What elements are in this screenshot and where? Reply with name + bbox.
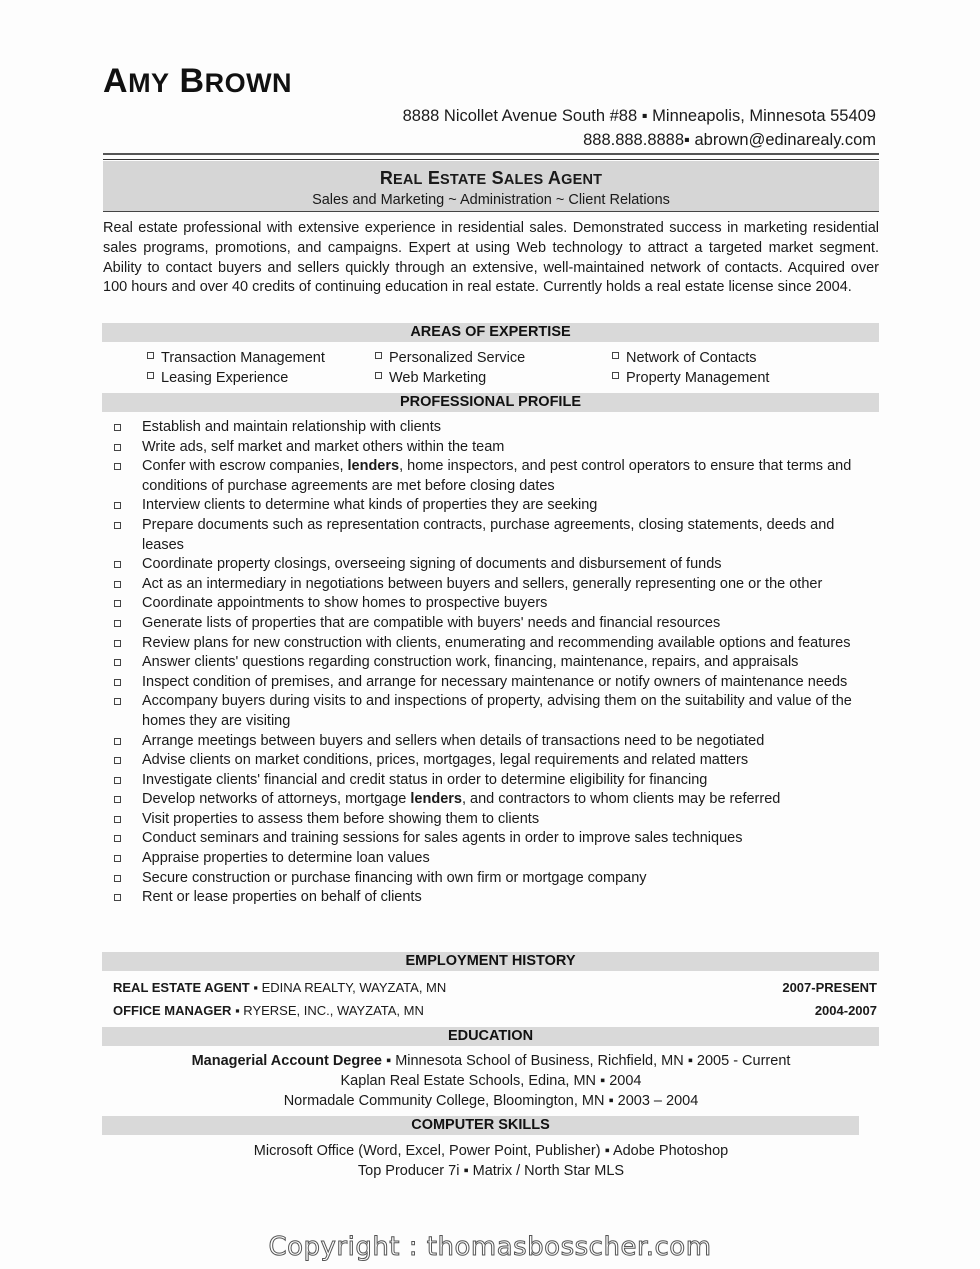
expertise-column-2	[375, 348, 525, 388]
name-rest-last: ROWN	[204, 68, 293, 98]
square-bullet-icon	[114, 835, 121, 842]
profile-item: Interview clients to determine what kinds of properties they are seeking	[114, 496, 874, 516]
header-rule-thin	[103, 159, 879, 160]
education-detail: Kaplan Real Estate Schools, Edina, MN ▪ 2004	[340, 1073, 642, 1089]
copyright-watermark: Copyright : thomasbosscher.com	[268, 1232, 712, 1262]
skills-list	[103, 1141, 879, 1181]
square-bullet-icon	[147, 352, 154, 359]
square-bullet-icon	[114, 640, 121, 647]
name-initial-last: B	[179, 62, 205, 100]
profile-list	[114, 418, 874, 908]
profile-item: Write ads, self market and market others within the team	[114, 438, 874, 458]
section-bar-profile: PROFESSIONAL PROFILE	[102, 393, 879, 412]
profile-item: Accompany buyers during visits to and inspections of property, advising them on the suitability and value of the homes they are visiting	[114, 692, 874, 731]
expertise-item	[375, 348, 525, 368]
square-bullet-icon	[114, 855, 121, 862]
education-item	[103, 1091, 879, 1111]
education-list	[103, 1051, 879, 1111]
name-initial-first: A	[103, 62, 129, 100]
expertise-label: Network of Contacts	[626, 350, 757, 366]
square-bullet-icon	[147, 372, 154, 379]
square-bullet-icon	[114, 581, 121, 588]
skills-line: Microsoft Office (Word, Excel, Power Point, Publisher) ▪ Adobe Photoshop	[253, 1143, 729, 1159]
expertise-column-3	[612, 348, 769, 388]
education-detail: ▪ Minnesota School of Business, Richfield, MN ▪ 2005 - Current	[382, 1053, 791, 1069]
profile-item: Act as an intermediary in negotiations between buyers and sellers, generally representing one or the other	[114, 575, 874, 595]
profile-item: Coordinate appointments to show homes to prospective buyers	[114, 594, 874, 614]
square-bullet-icon	[114, 659, 121, 666]
address-line: 8888 Nicollet Avenue South #88 ▪ Minneapolis, Minnesota 55409	[402, 107, 876, 125]
square-bullet-icon	[114, 463, 121, 470]
job-subtitle: Sales and Marketing ~ Administration ~ Client Relations	[312, 192, 670, 208]
expertise-label: Web Marketing	[389, 370, 487, 386]
profile-item: Coordinate property closings, overseeing signing of documents and disbursement of funds	[114, 555, 874, 575]
job-title-band	[103, 161, 879, 212]
profile-item: Investigate clients' financial and credit status in order to determine eligibility for financing	[114, 771, 874, 791]
expertise-item	[147, 348, 325, 368]
summary-paragraph: Real estate professional with extensive experience in residential sales. Demonstrated success in marketing residential sales programs, promotions, and campaigns. Expert at using Web technology to attract a targeted market segment. Ability to contact buyers and sellers quickly through an extensive, well-maintained network of contacts. Acquired over 100 hours and over 40 credits of continuing education in real estate. Currently holds a real estate license since 2004.	[103, 220, 879, 296]
name-rest-first: MY	[128, 68, 170, 98]
separator: ▪	[249, 980, 262, 995]
profile-item: Review plans for new construction with clients, enumerating and recommending available options and features	[114, 634, 874, 654]
section-bar-skills: COMPUTER SKILLS	[102, 1116, 859, 1135]
header-rule-thick	[103, 153, 879, 155]
expertise-item	[375, 368, 525, 388]
employment-employer: RYERSE, INC., WAYZATA, MN	[243, 1003, 424, 1018]
profile-item: Confer with escrow companies, lenders, home inspectors, and pest control operators to ensure that terms and conditions of purchase agreements are met before closing dates	[114, 457, 874, 496]
expertise-item	[612, 368, 769, 388]
expertise-item	[612, 348, 769, 368]
skills-line: Top Producer 7i ▪ Matrix / North Star MLS	[357, 1163, 625, 1179]
education-item	[103, 1071, 879, 1091]
employment-position	[113, 1003, 424, 1018]
employment-role: REAL ESTATE AGENT	[113, 980, 250, 995]
profile-item: Inspect condition of premises, and arrange for necessary maintenance or notify owners of maintenance needs	[114, 673, 874, 693]
expertise-item	[147, 368, 325, 388]
square-bullet-icon	[114, 777, 121, 784]
profile-item: Advise clients on market conditions, prices, mortgages, legal requirements and related matters	[114, 751, 874, 771]
section-bar-education: EDUCATION	[102, 1027, 879, 1046]
expertise-label: Transaction Management	[161, 350, 325, 366]
expertise-label: Personalized Service	[389, 350, 526, 366]
education-item	[103, 1051, 879, 1071]
profile-item: Establish and maintain relationship with clients	[114, 418, 874, 438]
phone-email-line: 888.888.8888▪ abrown@edinarealy.com	[583, 131, 876, 149]
education-detail: Normadale Community College, Bloomington, MN ▪ 2003 – 2004	[283, 1093, 699, 1109]
square-bullet-icon	[114, 620, 121, 627]
square-bullet-icon	[375, 352, 382, 359]
profile-item: Generate lists of properties that are compatible with buyers' needs and financial resources	[114, 614, 874, 634]
square-bullet-icon	[114, 502, 121, 509]
degree-name: Managerial Account Degree	[191, 1053, 382, 1069]
employment-employer: EDINA REALTY, WAYZATA, MN	[261, 980, 447, 995]
square-bullet-icon	[114, 522, 121, 529]
expertise-label: Property Management	[626, 370, 770, 386]
square-bullet-icon	[114, 600, 121, 607]
candidate-name	[103, 62, 292, 101]
square-bullet-icon	[114, 757, 121, 764]
employment-dates: 2007-PRESENT	[782, 980, 877, 995]
employment-dates: 2004-2007	[814, 1003, 877, 1018]
square-bullet-icon	[114, 698, 121, 705]
square-bullet-icon	[114, 679, 121, 686]
square-bullet-icon	[612, 352, 619, 359]
square-bullet-icon	[114, 424, 121, 431]
square-bullet-icon	[114, 894, 121, 901]
separator: ▪	[231, 1003, 244, 1018]
square-bullet-icon	[114, 796, 121, 803]
expertise-column-1	[147, 348, 325, 388]
employment-position	[113, 980, 446, 995]
job-title: REAL ESTATE SALES AGENT	[379, 168, 603, 188]
profile-item: Answer clients' questions regarding construction work, financing, maintenance, repairs, and appraisals	[114, 653, 874, 673]
expertise-label: Leasing Experience	[161, 370, 289, 386]
section-bar-expertise: AREAS OF EXPERTISE	[102, 323, 879, 342]
profile-item: Secure construction or purchase financing with own firm or mortgage company	[114, 869, 874, 889]
square-bullet-icon	[114, 738, 121, 745]
profile-item: Visit properties to assess them before showing them to clients	[114, 810, 874, 830]
square-bullet-icon	[114, 816, 121, 823]
square-bullet-icon	[114, 561, 121, 568]
profile-item: Conduct seminars and training sessions for sales agents in order to improve sales techniques	[114, 829, 874, 849]
section-bar-employment: EMPLOYMENT HISTORY	[102, 952, 879, 971]
profile-item: Prepare documents such as representation contracts, purchase agreements, closing statements, deeds and leases	[114, 516, 874, 555]
profile-item: Develop networks of attorneys, mortgage lenders, and contractors to whom clients may be referred	[114, 790, 874, 810]
profile-item: Appraise properties to determine loan values	[114, 849, 874, 869]
profile-item: Rent or lease properties on behalf of clients	[114, 888, 874, 908]
square-bullet-icon	[114, 444, 121, 451]
square-bullet-icon	[375, 372, 382, 379]
square-bullet-icon	[114, 875, 121, 882]
employment-role: OFFICE MANAGER	[113, 1003, 232, 1018]
square-bullet-icon	[612, 372, 619, 379]
profile-item: Arrange meetings between buyers and sellers when details of transactions need to be negotiated	[114, 732, 874, 752]
